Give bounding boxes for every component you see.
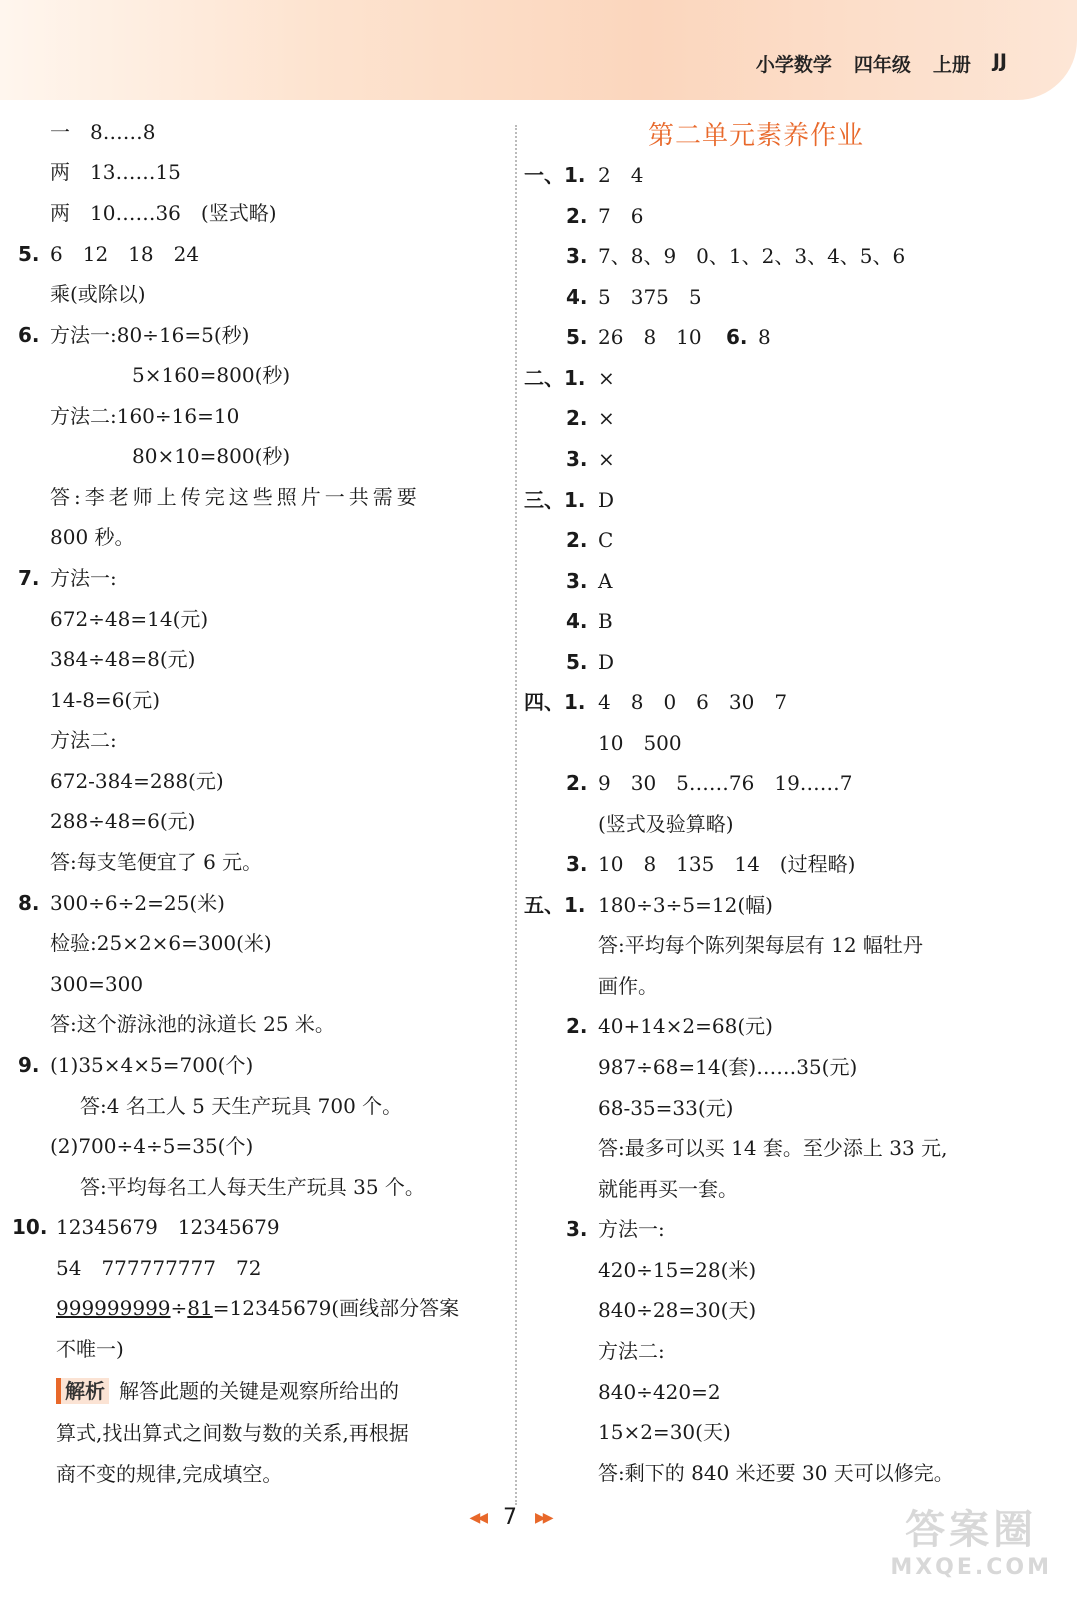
answer-line: 6 12 18 24	[50, 242, 200, 266]
question-number: 一、1.	[524, 163, 586, 187]
question-number: 10.	[12, 1215, 48, 1239]
answer-line: 840÷420=2	[598, 1380, 721, 1404]
underlined-value: 999999999	[56, 1296, 171, 1320]
grade-label: 四年级	[853, 54, 911, 76]
question-number: 4.	[566, 285, 588, 309]
analysis-tag: 解析	[56, 1378, 109, 1404]
question-number: 3.	[566, 852, 588, 876]
answer-line: 方法一:	[598, 1217, 665, 1241]
answer-line: 答:最多可以买 14 套。至少添上 33 元,	[598, 1136, 948, 1160]
answer-line: (2)700÷4÷5=35(个)	[50, 1134, 254, 1158]
question-number: 2.	[566, 406, 588, 430]
answer-line: (1)35×4×5=700(个)	[50, 1053, 254, 1077]
answer-line: 答:剩下的 840 米还要 30 天可以修完。	[598, 1461, 954, 1485]
answer-line: 5 375 5	[598, 285, 702, 309]
answer-line: C	[598, 528, 614, 552]
answer-line: 14-8=6(元)	[50, 688, 161, 712]
question-number: 三、1.	[524, 488, 586, 512]
answer-line: 672÷48=14(元)	[50, 607, 209, 631]
question-number: 6.	[18, 323, 40, 347]
answer-line: 10 8 135 14 (过程略)	[598, 852, 856, 876]
underlined-value: 81	[187, 1296, 213, 1320]
edition-label: JJ	[992, 50, 1007, 72]
answer-line: 672-384=288(元)	[50, 769, 224, 793]
answer-line: ×	[598, 366, 615, 390]
answer-line: 画作。	[598, 974, 658, 998]
answer-line: 答:每支笔便宜了 6 元。	[50, 850, 263, 874]
page-number: 7	[503, 1505, 517, 1530]
answer-line: 答:李老师上传完这些照片一共需要	[50, 485, 421, 509]
answer-line: 7、8、9 0、1、2、3、4、5、6	[598, 244, 906, 268]
answer-line: 方法二:	[50, 728, 117, 752]
answer-line: 12345679 12345679	[56, 1215, 280, 1239]
question-number: 6.	[726, 325, 748, 349]
question-number: 5.	[18, 242, 40, 266]
answer-line: 5×160=800(秒)	[132, 363, 291, 387]
analysis-line: 商不变的规律,完成填空。	[56, 1462, 283, 1486]
analysis-line	[56, 1378, 399, 1404]
answer-line: (竖式及验算略)	[598, 812, 734, 836]
question-number: 8.	[18, 891, 40, 915]
question-number: 5.	[566, 325, 588, 349]
answer-line: 987÷68=14(套)……35(元)	[598, 1055, 858, 1079]
question-number: 9.	[18, 1053, 40, 1077]
answer-line: 就能再买一套。	[598, 1177, 738, 1201]
answer-line: 840÷28=30(天)	[598, 1298, 757, 1322]
question-number: 3.	[566, 244, 588, 268]
answer-line: D	[598, 650, 615, 674]
question-number: 3.	[566, 569, 588, 593]
book-info	[756, 50, 1007, 77]
operator: ÷	[170, 1296, 188, 1320]
answer-line: 7 6	[598, 204, 644, 228]
answer-line: 420÷15=28(米)	[598, 1258, 757, 1282]
answer-line: 300=300	[50, 972, 144, 996]
answer-line: 不唯一)	[56, 1337, 124, 1361]
answer-line: 68-35=33(元)	[598, 1096, 734, 1120]
answer-line: 80×10=800(秒)	[132, 444, 291, 468]
answer-line: 10 500	[598, 731, 682, 755]
next-arrow-icon: ▶▶	[535, 1509, 551, 1526]
answer-line: 答:这个游泳池的泳道长 25 米。	[50, 1012, 335, 1036]
question-number: 3.	[566, 447, 588, 471]
prev-arrow-icon: ◀◀	[469, 1509, 485, 1526]
answer-line: 2 4	[598, 163, 644, 187]
section-title: 第二单元素养作业	[648, 121, 865, 151]
answer-line: 乘(或除以)	[50, 282, 146, 306]
header-banner	[0, 0, 1077, 100]
answer-line: 384÷48=8(元)	[50, 647, 196, 671]
answer-line: 800 秒。	[50, 525, 135, 549]
answer-line: 180÷3÷5=12(幅)	[598, 893, 773, 917]
answer-line: 8	[758, 325, 771, 349]
answer-line: 一 8……8	[50, 120, 156, 144]
answer-line: 288÷48=6(元)	[50, 809, 196, 833]
answer-line: 方法二:160÷16=10	[50, 404, 240, 428]
answer-line: ×	[598, 447, 615, 471]
answer-line: 两 13……15	[50, 160, 181, 184]
column-divider	[515, 125, 517, 1505]
question-number: 四、1.	[524, 690, 586, 714]
answer-line: 方法一:80÷16=5(秒)	[50, 323, 250, 347]
watermark-url: MXQE.COM	[890, 1555, 1052, 1580]
answer-line: 检验:25×2×6=300(米)	[50, 931, 272, 955]
answer-line: 54 777777777 72	[56, 1256, 262, 1280]
question-number: 2.	[566, 528, 588, 552]
watermark	[890, 1498, 1052, 1580]
analysis-text: 解答此题的关键是观察所给出的	[119, 1379, 399, 1403]
answer-line: 答:4 名工人 5 天生产玩具 700 个。	[80, 1094, 403, 1118]
volume-label: 上册	[932, 54, 971, 76]
answer-line: 方法一:	[50, 566, 117, 590]
question-number: 2.	[566, 204, 588, 228]
answer-line: ×	[598, 406, 615, 430]
question-number: 2.	[566, 771, 588, 795]
answer-line: A	[598, 569, 613, 593]
question-number: 5.	[566, 650, 588, 674]
question-number: 二、1.	[524, 366, 586, 390]
question-number: 2.	[566, 1014, 588, 1038]
answer-line: D	[598, 488, 615, 512]
question-number: 3.	[566, 1217, 588, 1241]
answer-line: 300÷6÷2=25(米)	[50, 891, 225, 915]
answer-line: B	[598, 609, 613, 633]
answer-line: 答:平均每名工人每天生产玩具 35 个。	[80, 1175, 425, 1199]
answer-line: 方法二:	[598, 1339, 665, 1363]
watermark-logo: 答案圈	[905, 1507, 1038, 1553]
question-number: 7.	[18, 566, 40, 590]
question-number: 五、1.	[524, 893, 586, 917]
answer-line: 40+14×2=68(元)	[598, 1014, 773, 1038]
answer-line: 26 8 10	[598, 325, 702, 349]
answer-line: 15×2=30(天)	[598, 1420, 731, 1444]
question-number: 4.	[566, 609, 588, 633]
answer-text: =12345679(画线部分答案	[212, 1296, 460, 1320]
answer-line	[56, 1295, 459, 1321]
answer-line: 答:平均每个陈列架每层有 12 幅牡丹	[598, 933, 923, 957]
answer-line: 两 10……36 (竖式略)	[50, 201, 277, 225]
subject-label: 小学数学	[755, 54, 832, 76]
analysis-line: 算式,找出算式之间数与数的关系,再根据	[56, 1421, 409, 1445]
answer-line: 9 30 5……76 19……7	[598, 771, 853, 795]
answer-line: 4 8 0 6 30 7	[598, 690, 788, 714]
page-footer	[430, 1505, 590, 1530]
